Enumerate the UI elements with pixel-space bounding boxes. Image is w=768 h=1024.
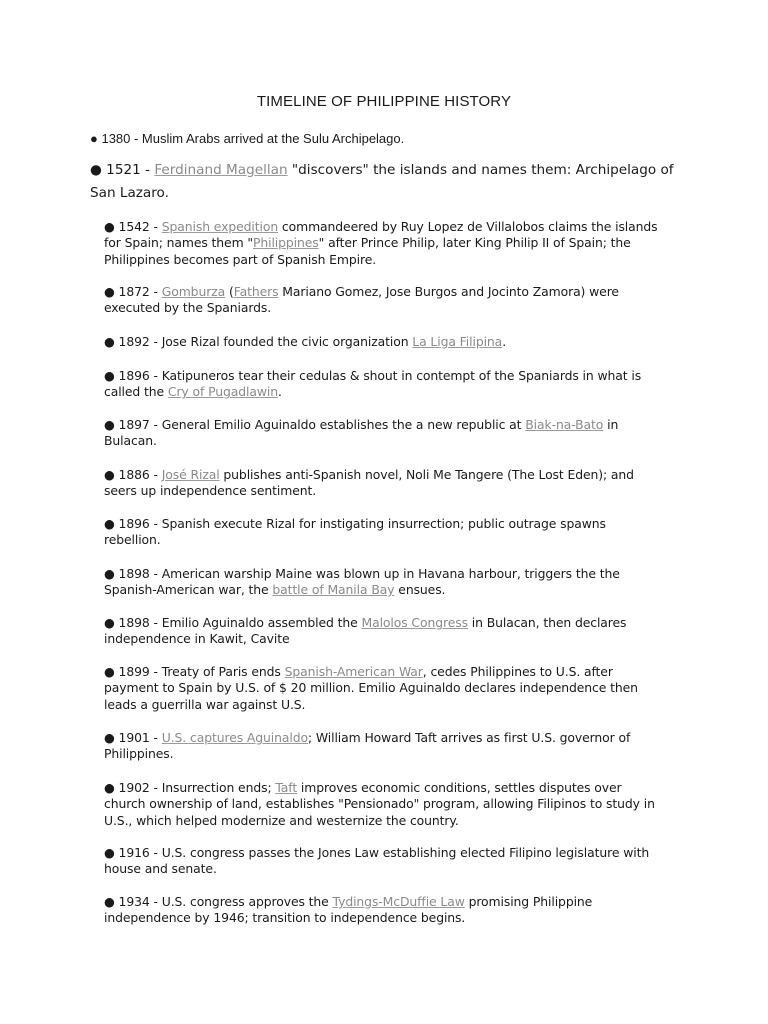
entry-text: ● 1521 -	[90, 162, 155, 178]
entry-text: ● 1892 - Jose Rizal founded the civic organization	[104, 334, 413, 349]
entry-text: Mariano Gomez, Jose Burgos and Jocinto Zamora) were executed by the Spaniards.	[104, 284, 619, 316]
entry-text: ● 1896 - Spanish execute Rizal for instigating insurrection; public outrage spawns rebellion.	[104, 516, 606, 548]
entry-text: ● 1934 - U.S. congress approves the	[104, 894, 333, 909]
entry-link[interactable]: Fathers	[233, 284, 279, 299]
entry-link[interactable]: Spanish-American War	[284, 664, 423, 679]
entry-text: , cedes Philippines to U.S. after payment to Spain by U.S. of $ 20 million. Emilio Aguinaldo declares independence then leads a guerrilla war against U.S.	[104, 664, 638, 712]
page-title: TIMELINE OF PHILIPPINE HISTORY	[256, 93, 512, 110]
entry-link[interactable]: U.S. captures Aguinaldo	[161, 730, 308, 745]
entry-text: ● 1897 - General Emilio Aguinaldo establishes the a new republic at	[104, 417, 526, 432]
entry-text: ● 1916 - U.S. congress passes the Jones Law establishing elected Filipino legislature with house and senate.	[104, 845, 650, 877]
timeline-entry-1886	[104, 467, 664, 500]
entry-link[interactable]: Ferdinand Magellan	[154, 162, 288, 178]
entry-text: ● 1542 -	[104, 219, 162, 234]
timeline-entry-1902	[104, 780, 664, 829]
timeline-entry-1521	[90, 159, 690, 205]
timeline-entry-1542	[104, 219, 664, 268]
entry-link[interactable]: Malolos Congress	[361, 615, 468, 630]
timeline-entry-1896-cry	[104, 368, 664, 401]
entry-text: " after Prince Philip, later King Philip II of Spain; the Philippines becomes part of Spanish Empire.	[104, 235, 631, 267]
entry-text: in Bulacan.	[104, 417, 619, 449]
entry-text: commandeered by Ruy Lopez de Villalobos claims the islands for Spain; names them "	[104, 219, 658, 251]
entry-text: ● 1886 -	[104, 467, 162, 482]
timeline-entry-1898-maine	[104, 566, 664, 599]
timeline-entry-1934	[104, 894, 664, 927]
timeline-entry-1897	[104, 417, 664, 450]
entry-text: ● 1902 - Insurrection ends;	[104, 780, 276, 795]
entry-text: ● 1872 -	[104, 284, 162, 299]
entry-link[interactable]: Spanish expedition	[161, 219, 279, 234]
timeline-entry-1916	[104, 845, 664, 878]
entry-text: ● 1380 - Muslim Arabs arrived at the Sulu Archipelago.	[90, 131, 405, 146]
entry-text: .	[278, 384, 282, 400]
entry-link[interactable]: José Rizal	[161, 467, 220, 482]
timeline-entry-1872	[104, 284, 664, 317]
entry-link[interactable]: Tydings-McDuffie Law	[332, 894, 465, 909]
entry-text: ● 1896 - Katipuneros tear their cedulas & shout in contempt of the Spaniards in what is called the	[104, 368, 642, 400]
timeline-entry-1896-rizal	[104, 516, 664, 549]
entry-text: "discovers" the islands and names them: Archipelago of San Lazaro.	[90, 162, 674, 201]
entry-text: ; William Howard Taft arrives as first U.S. governor of Philippines.	[104, 730, 631, 762]
entry-text: ● 1901 -	[104, 730, 162, 745]
entry-text: ● 1899 - Treaty of Paris ends	[104, 664, 285, 679]
entry-text: .	[502, 334, 507, 349]
timeline-entry-1899	[104, 664, 664, 713]
entry-text: improves economic conditions, settles disputes over church ownership of land, establishes "Pensionado" program, allowing Filipinos to study in U.S., which helped modernize and westernize the country.	[104, 780, 655, 828]
entry-text: promising Philippine independence by 1946; transition to independence begins.	[104, 894, 593, 926]
entry-link[interactable]: Gomburza	[161, 284, 226, 299]
entry-link[interactable]: La Liga Filipina	[412, 334, 503, 349]
entry-text: publishes anti-Spanish novel, Noli Me Tangere (The Lost Eden); and seers up independence sentiment.	[104, 467, 634, 499]
entry-link[interactable]: Philippines	[252, 235, 319, 251]
timeline-entry-1898-malolos	[104, 615, 664, 648]
timeline-entry-1380	[90, 131, 690, 147]
entry-link[interactable]: Taft	[275, 780, 298, 795]
entry-text: (	[225, 284, 234, 299]
timeline-entry-1901	[104, 730, 664, 763]
entry-link[interactable]: battle of Manila Bay	[272, 582, 395, 598]
entry-link[interactable]: Biak-na-Bato	[525, 417, 604, 432]
entry-text: ● 1898 - Emilio Aguinaldo assembled the	[104, 615, 362, 630]
entry-link[interactable]: Cry of Pugadlawin	[167, 384, 278, 400]
entry-text: ensues.	[394, 582, 446, 598]
entry-text: in Bulacan, then declares independence in Kawit, Cavite	[104, 615, 627, 647]
entry-text: ● 1898 - American warship Maine was blown up in Havana harbour, triggers the the Spanish-American war, the	[104, 566, 620, 598]
timeline-entry-1892	[104, 334, 664, 350]
